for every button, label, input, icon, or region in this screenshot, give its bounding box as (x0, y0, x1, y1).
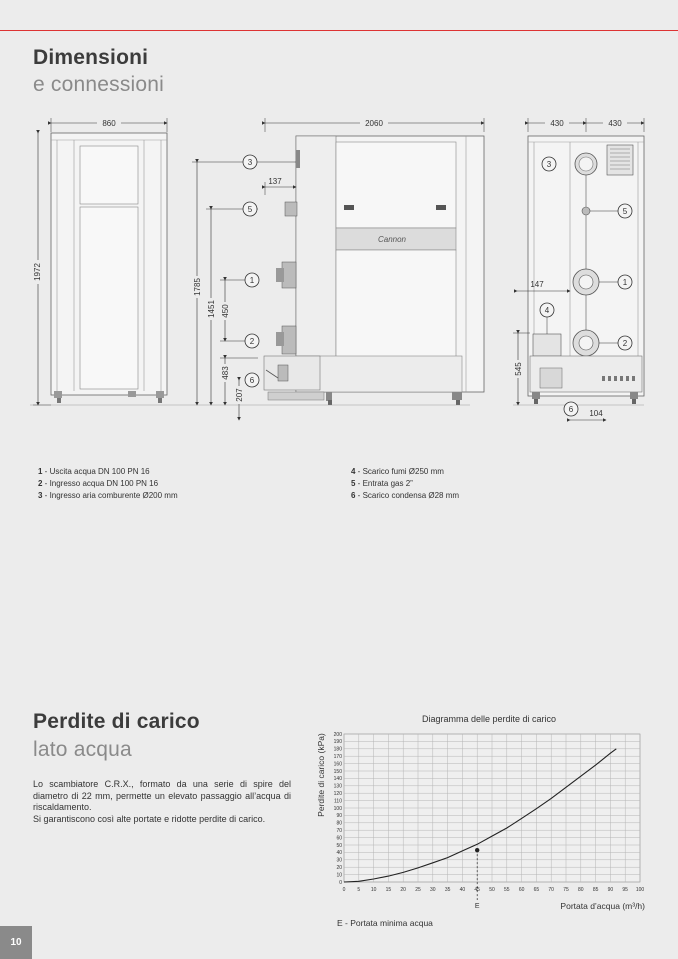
rear-marker-6: 6 (568, 405, 574, 414)
dim-front-height: 1972 (33, 263, 42, 281)
y-tick-label: 80 (336, 820, 342, 827)
dim-1785: 1785 (193, 278, 202, 296)
x-tick-label: 0 (342, 887, 346, 893)
y-tick-label: 40 (336, 850, 342, 857)
x-tick-label: 5 (357, 887, 361, 893)
x-tick-label: 55 (504, 887, 510, 893)
y-tick-label: 130 (333, 783, 342, 790)
y-tick-label: 0 (339, 879, 342, 886)
series-line (344, 749, 616, 882)
marker-5: 5 (247, 205, 253, 214)
x-tick-label: 95 (622, 887, 628, 893)
y-tick-label: 180 (333, 746, 342, 753)
page-number: 10 (0, 926, 32, 959)
dim-front-width: 860 (102, 119, 116, 128)
chart-xlabel: Portata d’acqua (m³/h) (560, 901, 645, 911)
x-tick-label: 60 (518, 887, 525, 893)
x-tick-label: 100 (635, 887, 645, 893)
y-tick-label: 200 (333, 731, 342, 738)
x-tick-label: 25 (415, 887, 421, 893)
dim-rear-430b: 430 (608, 119, 622, 128)
legend-item: 2 - Ingresso acqua DN 100 PN 16 (38, 479, 159, 488)
dim-450: 450 (221, 304, 230, 318)
chart-note: E - Portata minima acqua (337, 918, 433, 928)
section2-title: Perdite di carico (33, 710, 200, 733)
dim-147: 147 (530, 280, 544, 289)
x-tick-label: 30 (430, 887, 436, 893)
rear-view (512, 117, 644, 420)
legend-item: 4 - Scarico fumi Ø250 mm (351, 467, 444, 476)
marker-point (475, 848, 479, 852)
plot-area (344, 734, 640, 882)
marker-label: E (474, 903, 480, 910)
dim-483: 483 (221, 366, 230, 380)
rear-marker-5: 5 (622, 207, 628, 216)
y-tick-label: 110 (334, 798, 342, 805)
marker-1: 1 (249, 276, 255, 285)
chart-title: Diagramma delle perdite di carico (421, 714, 557, 724)
section2-subtitle: lato acqua (33, 738, 132, 761)
dim-207: 207 (235, 388, 244, 402)
y-tick-label: 90 (336, 813, 342, 820)
front-view (31, 117, 167, 405)
legend-item: 1 - Uscita acqua DN 100 PN 16 (38, 467, 150, 476)
dim-104: 104 (589, 409, 603, 418)
section-title: Dimensioni (33, 46, 149, 69)
x-tick-label: 75 (563, 887, 569, 893)
section-subtitle: e connessioni (33, 73, 165, 96)
y-tick-label: 170 (333, 754, 342, 760)
rear-marker-4: 4 (544, 306, 550, 315)
dim-side-depth: 2060 (365, 119, 383, 128)
legend-item: 5 - Entrata gas 2” (351, 479, 413, 488)
brand-logo: Cannon (377, 235, 407, 244)
y-tick-label: 190 (333, 739, 342, 746)
x-tick-label: 70 (548, 887, 554, 893)
x-tick-label: 45 (474, 887, 480, 893)
legend-item: 3 - Ingresso aria comburente Ø200 mm (38, 491, 178, 500)
x-tick-label: 80 (578, 887, 584, 893)
dim-137: 137 (268, 177, 282, 186)
legend-item: 6 - Scarico condensa Ø28 mm (351, 491, 460, 500)
x-tick-label: 20 (400, 887, 406, 893)
dim-1451: 1451 (207, 300, 216, 318)
legend-right (351, 466, 459, 502)
x-tick-label: 15 (385, 887, 392, 893)
y-tick-label: 50 (336, 842, 342, 849)
y-tick-label: 20 (336, 865, 342, 871)
rear-marker-3: 3 (546, 160, 552, 169)
technical-drawing (0, 0, 678, 440)
marker-3: 3 (247, 158, 253, 167)
chart-ylabel: Perdite di carico (kPa) (316, 733, 326, 817)
y-tick-label: 140 (333, 776, 342, 783)
dim-545: 545 (514, 362, 523, 376)
y-tick-label: 120 (333, 791, 342, 797)
x-tick-label: 35 (444, 887, 451, 893)
y-tick-label: 70 (336, 828, 342, 834)
description (33, 779, 291, 825)
dim-rear-430a: 430 (550, 119, 564, 128)
description-paragraph: Si garantiscono così alte portate e ridotte perdite di carico. (33, 813, 266, 824)
x-tick-label: 85 (592, 887, 599, 893)
y-tick-label: 160 (333, 761, 342, 768)
x-tick-label: 40 (459, 887, 466, 893)
rear-marker-1: 1 (622, 278, 628, 287)
y-tick-label: 30 (336, 857, 342, 864)
marker-2: 2 (249, 337, 255, 346)
rear-marker-2: 2 (622, 339, 628, 348)
y-tick-label: 10 (336, 872, 342, 879)
y-tick-label: 60 (336, 835, 342, 842)
y-tick-label: 150 (333, 768, 342, 775)
x-tick-label: 50 (489, 887, 495, 893)
x-tick-label: 65 (533, 887, 540, 893)
marker-6: 6 (249, 376, 255, 385)
description-paragraph: Lo scambiatore C.R.X., formato da una serie di spire del diametro di 22 mm, permette un elevato passaggio all’acqua di riscaldamento. (33, 779, 291, 812)
legend-left (38, 466, 178, 502)
x-tick-label: 90 (607, 887, 614, 893)
y-tick-label: 100 (333, 805, 342, 812)
x-tick-label: 10 (370, 887, 377, 893)
